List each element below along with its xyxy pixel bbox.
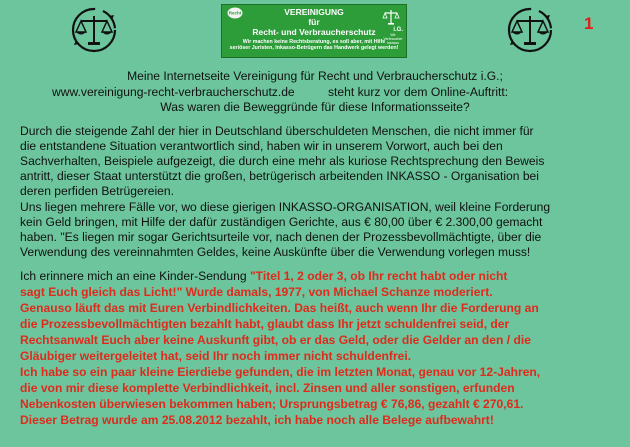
paragraph-line: Dieser Betrag wurde am 25.08.2012 bezahlt, ich habe noch alle Belege aufbewahrt! [20,413,494,427]
website-url: www.vereinigung-recht-verbraucherschutz.de [52,85,295,99]
paragraph-line: Sachverhalten, Beispiele aufgezeigt, die durch eine mehr als kuriose Rechtsprechung den Beweis [20,154,545,168]
paragraph-line: Verwendung des vereinnahmten Geldes, keine Auskünfte über die Verwendung vorlegen muss! [20,245,531,259]
intro-line2: steht kurz vor dem Online-Auftritt: [328,85,509,99]
paragraph-line: sagt Euch gleich das Licht!" Wurde damals, 1977, von Michael Schanze moderiert. [20,285,493,299]
paragraph-line [20,269,507,284]
page-number: 1 [584,14,594,33]
paragraph-line: die entstandene Situation verantwortlich sind, haben wir in unserem Vorwort, auch bei den [20,139,503,153]
banner-subtitle-line1: Wir machen keine Rechtsberatung, es soll aber, mit Hilfe [242,39,386,45]
paragraph-line: deren perfiden Betrügereien. [20,184,174,198]
paragraph-line: kein Geld bringen, mit Hilfe der dafür zuständigen Gerichte, aus € 80,00 über € 2.300,00 gemacht [20,215,543,229]
scales-of-justice-icon [504,4,556,56]
paragraph-line: Gläubiger weitergeleitet hat, seid Ihr noch immer nicht schuldenfrei. [20,349,412,363]
banner-title-line2: für [308,17,320,27]
banner-scales-icon [382,8,400,26]
banner-subtitle-line2: seriöser Juristen, Inkasso-Betrügern das Handwerk gelegt werden! [229,45,399,52]
paragraph-line: antritt, dieser Staat unterstützt die großen, betrügerisch arbeitenden INKASSO - Organisation bei [20,169,539,183]
banner-subtitle [226,39,402,52]
paragraph-line: haben. "Es liegen mir sogar Gerichtsurteile vor, nach denen der Prozessbevollmächtigte, über die [20,230,542,244]
paragraph-line: Durch die steigende Zahl der hier in Deutschland überschuldeten Menschen, die nicht immer für [20,124,534,138]
paragraph-line: Nebenkosten überwiesen bekommen haben; Ursprungsbetrag € 76,86, gezahlt € 270,61. [20,397,524,411]
scales-of-justice-icon [68,4,120,56]
banner-title-line1: VEREINIGUNG [284,7,344,17]
svg-text:Recht: Recht [228,10,242,16]
paragraph-line: die von mir diese komplette Verbindlichkeit, incl. Zinsen und aller sonstigen, erfunden [20,381,515,395]
paragraph-line: Rechtsanwalt Euch aber keine Auskunft gibt, ob er das Geld, oder die Gelder an den / die [20,333,531,347]
banner-title-line3: Recht- und Verbraucherschutz [252,27,376,37]
paragraph-line: Genauso läuft das mit Euren Verbindlichkeiten. Das heißt, auch wenn Ihr die Forderung an [20,301,539,315]
paragraph-line: Ich habe so ein paar kleine Eierdiebe gefunden, die im letzten Monat, genau vor 12-Jahren, [20,365,541,379]
paragraph-text-red: "Titel 1, 2 oder 3, ob Ihr recht habt oder nicht [249,269,508,283]
intro-line1: Meine Internetseite Vereinigung für Recht und Verbraucherschutz i.G.; [127,69,503,83]
paragraph-line: die Prozessbevollmächtigten bezahlt habt, glaubt dass Ihr jetzt schuldenfrei seid, der [20,317,510,331]
intro-question: Was waren die Beweggründe für diese Informationsseite? [160,100,470,114]
banner-small-text: Wir Verbraucher Inkasso [383,33,403,45]
paragraph-text-black: Ich erinnere mich an eine Kinder-Sendung [20,269,250,283]
paragraph-line: Uns liegen mehrere Fälle vor, wo diese gierigen INKASSO-ORGANISATION, weil kleine Forderung [20,200,551,214]
organization-banner [221,4,407,58]
banner-ig-label: i.G. [393,27,403,33]
